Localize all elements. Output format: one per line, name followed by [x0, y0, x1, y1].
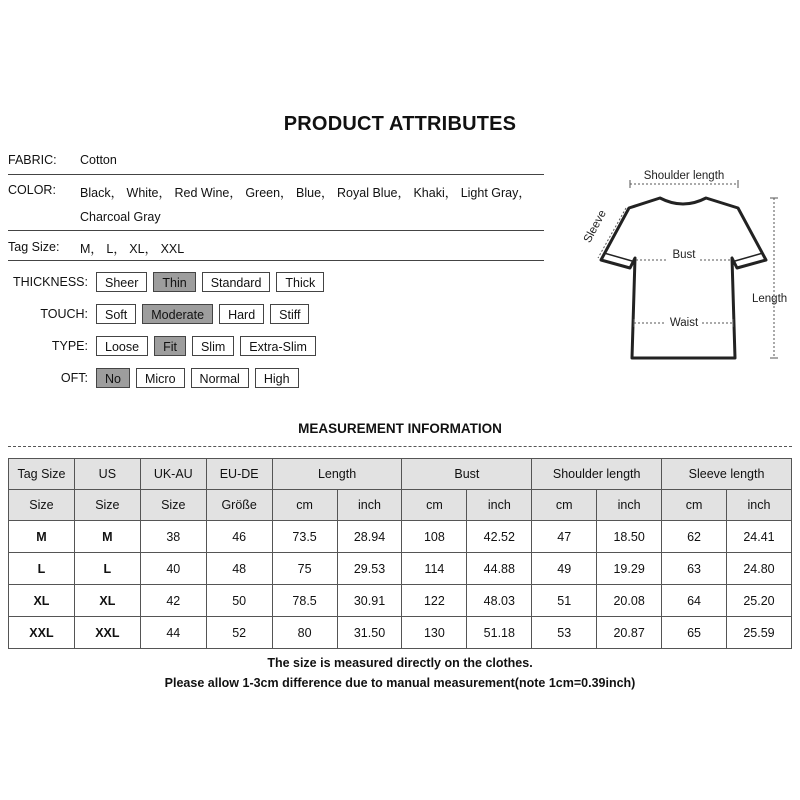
- table-cell: 53: [532, 617, 597, 649]
- table-cell: 49: [532, 553, 597, 585]
- option-box: Hard: [219, 304, 264, 324]
- note-line-2: Please allow 1-3cm difference due to manual measurement(note 1cm=0.39inch): [164, 676, 636, 690]
- option-box: Thick: [276, 272, 324, 292]
- subheader-cell: cm: [272, 490, 337, 521]
- table-cell: 18.50: [597, 521, 662, 553]
- table-cell: 63: [662, 553, 727, 585]
- table-cell: L: [9, 553, 75, 585]
- option-box: Extra-Slim: [240, 336, 316, 356]
- table-row: [9, 521, 792, 553]
- table-cell: 44.88: [467, 553, 532, 585]
- subheader-cell: cm: [402, 490, 467, 521]
- option-box: Fit: [154, 336, 186, 356]
- header-cell: Bust: [402, 459, 532, 490]
- table-cell: 25.59: [726, 617, 791, 649]
- table-cell: 40: [140, 553, 206, 585]
- table-cell: 30.91: [337, 585, 402, 617]
- divider: [8, 260, 544, 261]
- subheader-cell: inch: [467, 490, 532, 521]
- option-box: Standard: [202, 272, 271, 292]
- table-cell: 64: [662, 585, 727, 617]
- header-cell: Tag Size: [9, 459, 75, 490]
- table-cell: 130: [402, 617, 467, 649]
- option-row: [0, 336, 322, 356]
- option-row-label: TYPE:: [51, 339, 88, 353]
- header-cell: US: [74, 459, 140, 490]
- table-cell: 108: [402, 521, 467, 553]
- table-body: [9, 521, 792, 649]
- waist-label: Waist: [669, 317, 699, 329]
- table-cell: 65: [662, 617, 727, 649]
- table-cell: XL: [74, 585, 140, 617]
- table-cell: XL: [9, 585, 75, 617]
- option-box: No: [96, 368, 130, 388]
- color-value-line2: Charcoal Gray: [80, 210, 161, 224]
- table-cell: M: [74, 521, 140, 553]
- table-row: [9, 553, 792, 585]
- table-row: [9, 617, 792, 649]
- table-cell: 78.5: [272, 585, 337, 617]
- table-cell: 42.52: [467, 521, 532, 553]
- table-cell: 62: [662, 521, 727, 553]
- tshirt-diagram: [570, 160, 795, 375]
- table-cell: 51.18: [467, 617, 532, 649]
- table-cell: 38: [140, 521, 206, 553]
- option-box: Sheer: [96, 272, 147, 292]
- option-box: Moderate: [142, 304, 213, 324]
- table-cell: 73.5: [272, 521, 337, 553]
- tagsize-label: Tag Size:: [8, 240, 60, 254]
- table-cell: 28.94: [337, 521, 402, 553]
- table-header-row: [9, 459, 792, 490]
- measurement-title: MEASUREMENT INFORMATION: [298, 421, 502, 436]
- option-row-label: TOUCH:: [40, 307, 88, 321]
- divider: [8, 230, 544, 231]
- option-row: [0, 272, 330, 292]
- table-cell: 29.53: [337, 553, 402, 585]
- option-box: Thin: [153, 272, 195, 292]
- note-line-1: The size is measured directly on the clothes.: [267, 656, 533, 670]
- table-cell: 47: [532, 521, 597, 553]
- table-cell: 31.50: [337, 617, 402, 649]
- table-cell: 114: [402, 553, 467, 585]
- dashed-divider: [8, 446, 792, 447]
- header-cell: Length: [272, 459, 402, 490]
- table-cell: 46: [206, 521, 272, 553]
- page-title: PRODUCT ATTRIBUTES: [283, 113, 517, 135]
- option-box: High: [255, 368, 299, 388]
- table-cell: 42: [140, 585, 206, 617]
- option-row-label: THICKNESS:: [12, 275, 88, 289]
- table-cell: XXL: [9, 617, 75, 649]
- table-cell: 51: [532, 585, 597, 617]
- table-subheader-row: [9, 490, 792, 521]
- subheader-cell: Size: [74, 490, 140, 521]
- table-cell: 19.29: [597, 553, 662, 585]
- table-cell: 80: [272, 617, 337, 649]
- fabric-value: Cotton: [80, 153, 117, 167]
- shoulder-label: Shoulder length: [643, 170, 725, 182]
- option-box: Soft: [96, 304, 136, 324]
- option-box: Loose: [96, 336, 148, 356]
- option-box: Micro: [136, 368, 185, 388]
- table-cell: 122: [402, 585, 467, 617]
- option-box: Stiff: [270, 304, 309, 324]
- option-row-label: OFT:: [60, 371, 88, 385]
- table-cell: 52: [206, 617, 272, 649]
- table-cell: L: [74, 553, 140, 585]
- table-cell: 20.87: [597, 617, 662, 649]
- color-value-line1: Black， White， Red Wine， Green， Blue， Royal Blue， Khaki， Light Gray，: [80, 186, 531, 200]
- table-cell: 24.80: [726, 553, 791, 585]
- fabric-label: FABRIC:: [8, 153, 57, 167]
- length-label: Length: [752, 293, 788, 305]
- header-cell: UK-AU: [140, 459, 206, 490]
- subheader-cell: inch: [726, 490, 791, 521]
- sleeve-label: Sleeve: [581, 208, 609, 245]
- subheader-cell: cm: [662, 490, 727, 521]
- table-cell: 50: [206, 585, 272, 617]
- header-cell: Sleeve length: [662, 459, 792, 490]
- option-row: [0, 304, 315, 324]
- table-cell: M: [9, 521, 75, 553]
- divider: [8, 174, 544, 175]
- tagsize-value: M， L， XL， XXL: [80, 242, 185, 256]
- subheader-cell: cm: [532, 490, 597, 521]
- table-cell: 48: [206, 553, 272, 585]
- table-cell: 20.08: [597, 585, 662, 617]
- subheader-cell: Size: [9, 490, 75, 521]
- table-cell: 48.03: [467, 585, 532, 617]
- table-cell: 44: [140, 617, 206, 649]
- color-label: COLOR:: [8, 183, 56, 197]
- subheader-cell: inch: [337, 490, 402, 521]
- option-row: [0, 368, 305, 388]
- table-row: [9, 585, 792, 617]
- size-table: [8, 458, 792, 649]
- option-box: Normal: [191, 368, 249, 388]
- table-cell: 24.41: [726, 521, 791, 553]
- bust-label: Bust: [672, 249, 696, 261]
- subheader-cell: Size: [140, 490, 206, 521]
- table-cell: 75: [272, 553, 337, 585]
- subheader-cell: Größe: [206, 490, 272, 521]
- option-box: Slim: [192, 336, 234, 356]
- header-cell: EU-DE: [206, 459, 272, 490]
- table-cell: 25.20: [726, 585, 791, 617]
- subheader-cell: inch: [597, 490, 662, 521]
- table-cell: XXL: [74, 617, 140, 649]
- header-cell: Shoulder length: [532, 459, 662, 490]
- tshirt-outline: [601, 198, 766, 358]
